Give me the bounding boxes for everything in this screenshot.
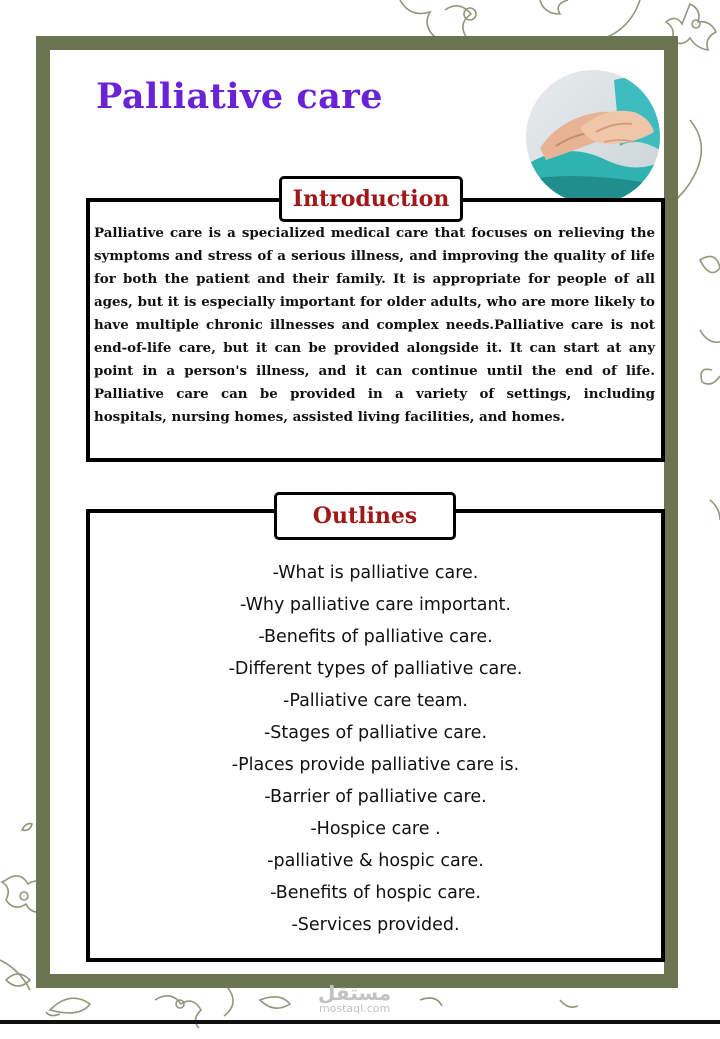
outline-item: -Benefits of palliative care. [258,627,493,647]
outline-item: -Why palliative care important. [240,595,511,615]
outline-item: -Different types of palliative care. [228,659,523,679]
outline-item: -Stages of palliative care. [263,723,488,743]
outline-list [90,557,661,941]
outline-item: -Barrier of palliative care. [264,787,487,807]
outlines-box [86,509,665,962]
introduction-heading: Introduction [279,176,463,222]
introduction-box [86,198,665,462]
outline-item: -Benefits of hospic care. [270,883,481,903]
outline-item: -What is palliative care. [272,563,479,583]
holding-hands-photo [526,70,660,204]
outline-item: -Hospice care . [310,819,441,839]
page-title: Palliative care [96,76,384,117]
watermark-logo [318,983,391,1015]
outlines-heading: Outlines [274,492,456,540]
outline-item: -Services provided. [291,915,460,935]
introduction-text: Palliative care is a specialized medical care that focuses on relieving the symptoms and stress of a serious illness, and improving the quality of life for both the patient and their family. It is appropriate for people of all ages, but it is especially important for older adults, who are more likely to have multiple chronic illnesses and complex needs.Palliative care is not end-of-life care, but it can be provided alongside it. It can start at any point in a person's illness, and it can continue until the end of life. Palliative care can be provided in a variety of settings, including hospitals, nursing homes, assisted living facilities, and homes. [94,225,655,425]
watermark-arabic: مستقل [318,981,392,1005]
page-frame [36,36,678,988]
outline-item: -palliative & hospic care. [267,851,484,871]
outline-item: -Palliative care team. [283,691,468,711]
watermark-latin: mostaql.com [318,1002,391,1015]
bottom-border [0,1020,720,1024]
outline-item: -Places provide palliative care is. [231,755,520,775]
